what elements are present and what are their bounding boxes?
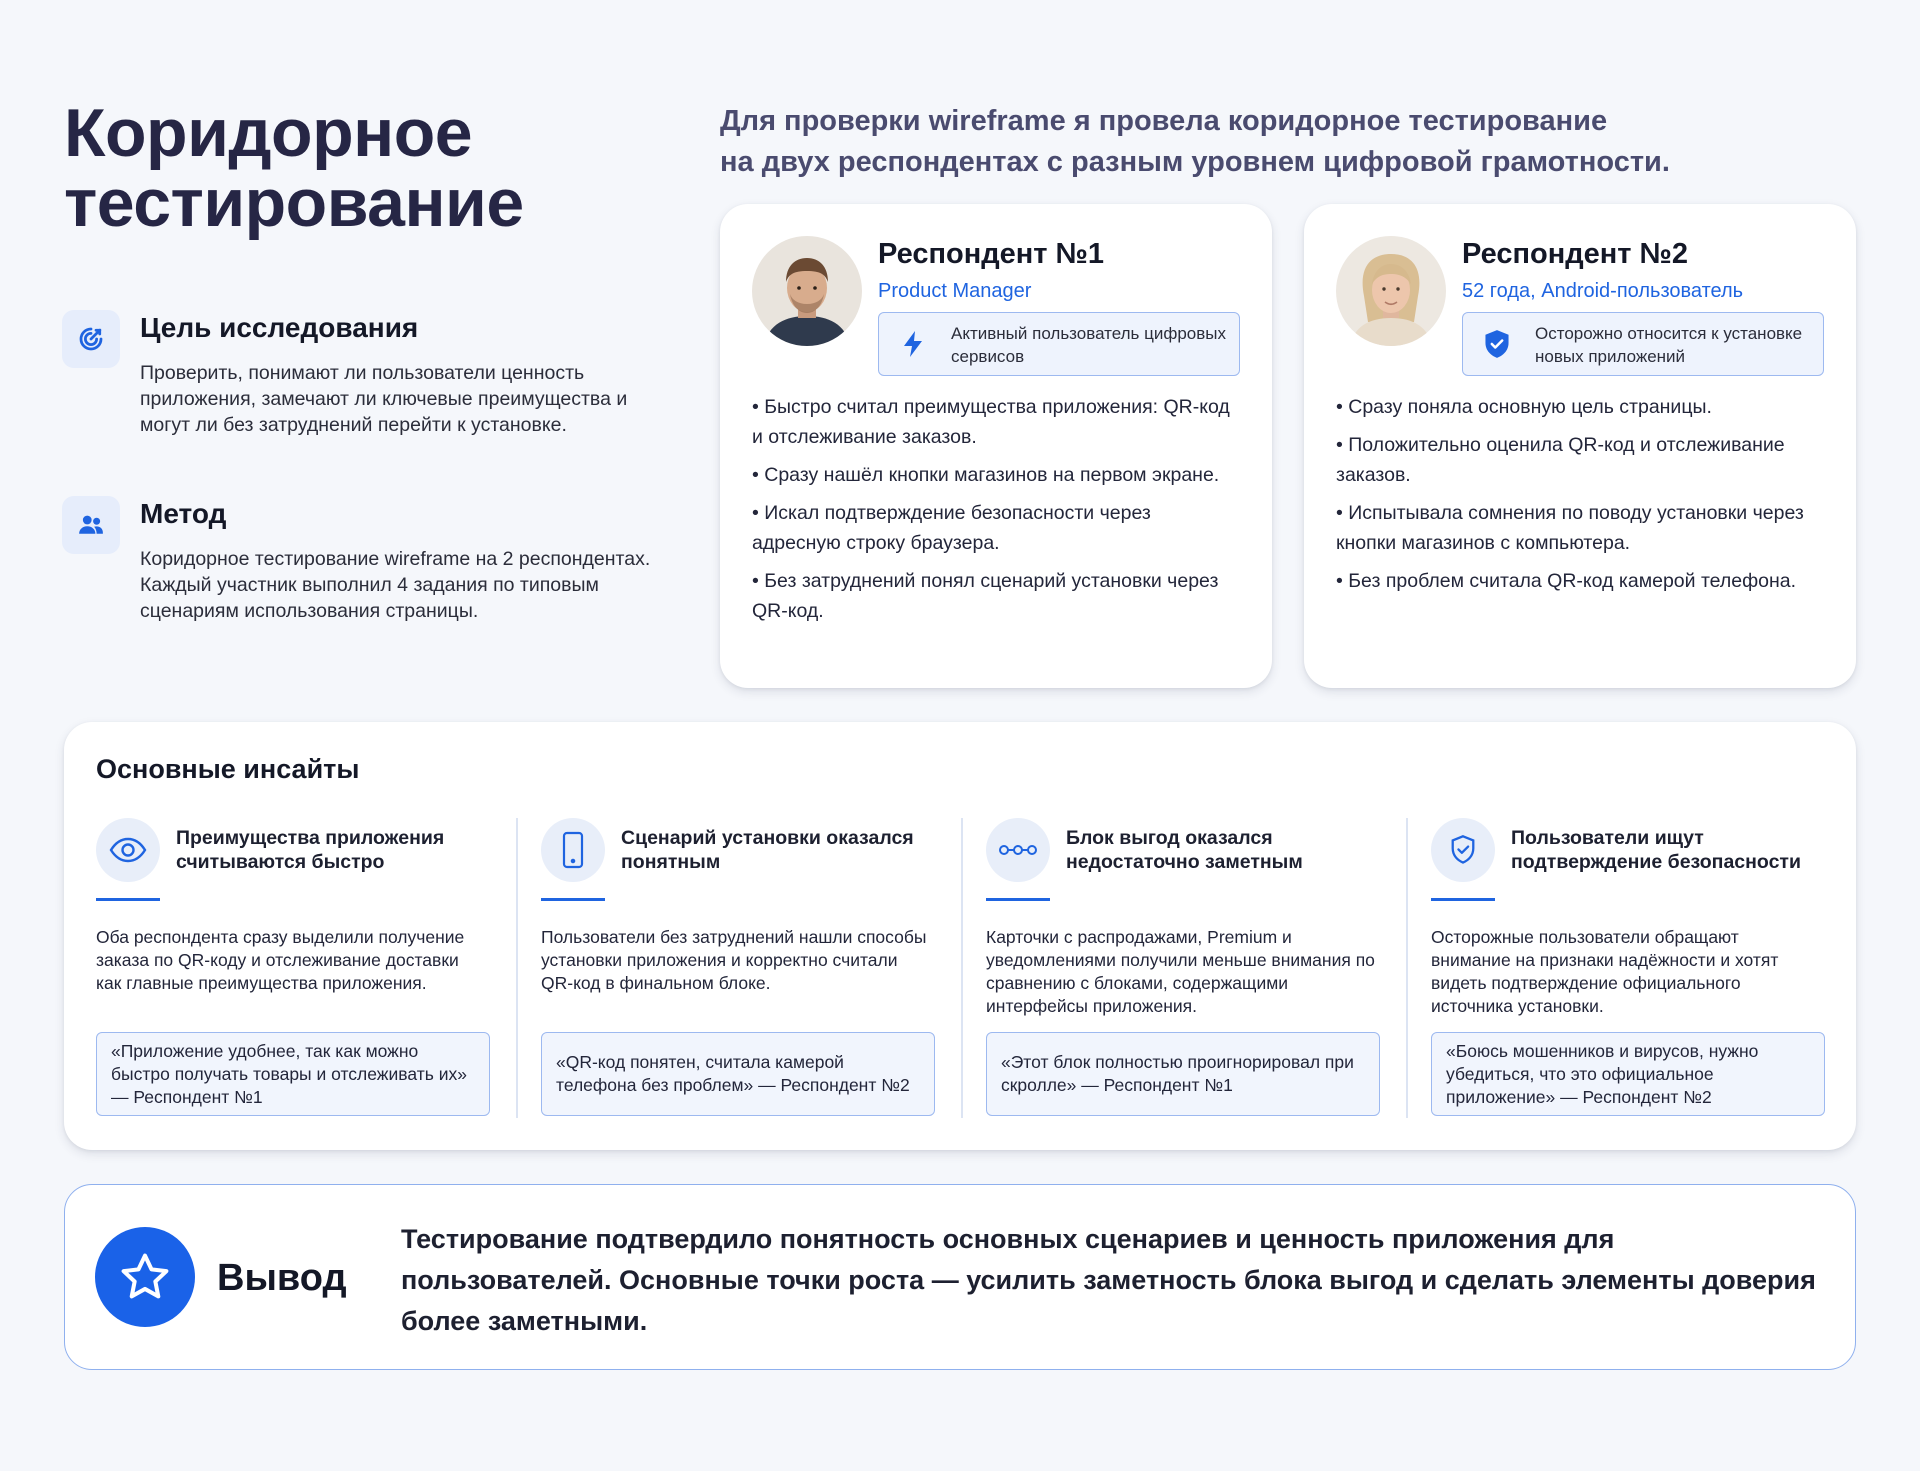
list-item: • Искал подтверждение безопасности через адресную строку браузера.	[752, 502, 1151, 554]
users-icon	[62, 496, 120, 554]
dots-icon	[986, 818, 1050, 882]
insight-underline	[986, 898, 1050, 901]
insight-card	[96, 818, 496, 1128]
respondent-card-2	[1304, 204, 1856, 688]
respondent-card-1	[720, 204, 1272, 688]
insight-quote-text: «Боюсь мошенников и вирусов, нужно убедиться, что это официальное приложение» — Респондент №2	[1446, 1040, 1759, 1107]
subtitle-line2: на двух респондентах с разным уровнем цифровой грамотности.	[720, 146, 1670, 178]
page-subtitle	[720, 101, 1820, 183]
respondent-tag-text: Осторожно относится к установке новых приложений	[1535, 324, 1803, 366]
page-title	[64, 95, 684, 241]
insight-quote	[1431, 1032, 1825, 1116]
eye-icon	[96, 818, 160, 882]
conclusion-panel	[64, 1184, 1856, 1370]
insight-card	[1431, 818, 1831, 1128]
research-goal-block	[62, 310, 662, 470]
list-item: • Положительно оценила QR-код и отслеживание заказов.	[1336, 434, 1785, 486]
respondent-observations	[1336, 392, 1826, 604]
insight-heading: Блок выгод оказался недостаточно заметным	[1066, 827, 1303, 873]
phone-icon	[541, 818, 605, 882]
insight-quote-text: «Этот блок полностью проигнорировал при скролле» — Респондент №1	[1001, 1052, 1354, 1095]
shield-check-icon	[1431, 818, 1495, 882]
insight-heading: Преимущества приложения считываются быстро	[176, 827, 445, 873]
column-divider	[961, 818, 963, 1118]
list-item: • Испытывала сомнения по поводу установки через кнопки магазинов с компьютера.	[1336, 502, 1804, 554]
list-item: • Сразу нашёл кнопки магазинов на первом экране.	[752, 464, 1220, 486]
insight-underline	[1431, 898, 1495, 901]
conclusion-text: Тестирование подтвердило понятность основных сценариев и ценность приложения для пользователей. Основные точки роста — усилить заметность блока выгод и сделать элементы доверия более заметными.	[401, 1224, 1816, 1336]
respondent-role: Product Manager	[878, 280, 1032, 302]
insight-text: Оба респондента сразу выделили получение заказа по QR-коду и отслеживание доставки как главные преимущества приложения.	[96, 927, 465, 993]
column-divider	[516, 818, 518, 1118]
insight-heading: Сценарий установки оказался понятным	[621, 827, 914, 873]
page-title-line2: тестирование	[64, 165, 524, 241]
insight-card	[541, 818, 941, 1128]
respondent-tag	[1462, 312, 1824, 376]
goal-title: Цель исследования	[140, 312, 419, 343]
insight-underline	[541, 898, 605, 901]
method-block	[62, 496, 662, 656]
insights-title: Основные инсайты	[96, 754, 360, 784]
respondent-name: Респондент №2	[1462, 238, 1689, 270]
list-item: • Быстро считал преимущества приложения: QR-код и отслеживание заказов.	[752, 396, 1230, 448]
method-text: Коридорное тестирование wireframe на 2 респондентах. Каждый участник выполнил 4 задания по типовым сценариям использования страницы.	[140, 548, 651, 622]
list-item: • Без затруднений понял сценарий установки через QR-код.	[752, 570, 1219, 622]
insight-heading: Пользователи ищут подтверждение безопасности	[1511, 827, 1801, 873]
respondent-observations	[752, 392, 1242, 634]
subtitle-line1: Для проверки wireframe я провела коридорное тестирование	[720, 105, 1608, 137]
goal-text: Проверить, понимают ли пользователи ценность приложения, замечают ли ключевые преимущества и могут ли без затруднений перейти к установке.	[140, 362, 628, 436]
insight-quote	[986, 1032, 1380, 1116]
shield-check-icon	[1481, 328, 1513, 360]
column-divider	[1406, 818, 1408, 1118]
avatar	[1336, 236, 1446, 346]
conclusion-title: Вывод	[217, 1257, 347, 1299]
insight-text: Пользователи без затруднений нашли способы установки приложения и корректно считали QR-код в финальном блоке.	[541, 927, 927, 993]
insights-panel	[64, 722, 1856, 1150]
insight-card	[986, 818, 1386, 1128]
respondent-tag-text: Активный пользователь цифровых сервисов	[951, 324, 1227, 366]
target-icon	[62, 310, 120, 368]
respondent-role: 52 года, Android-пользователь	[1462, 280, 1744, 302]
respondent-tag	[878, 312, 1240, 376]
insight-quote-text: «QR-код понятен, считала камерой телефона без проблем» — Респондент №2	[556, 1052, 910, 1095]
insight-quote	[541, 1032, 935, 1116]
insight-text: Осторожные пользователи обращают внимание на признаки надёжности и хотят видеть подтверждение официального источника установки.	[1431, 927, 1779, 1016]
method-title: Метод	[140, 498, 227, 529]
insight-text: Карточки с распродажами, Premium и уведомлениями получили меньше внимания по сравнению с блоками, содержащими интерфейсы приложения.	[986, 927, 1375, 1016]
list-item: • Сразу поняла основную цель страницы.	[1336, 396, 1712, 418]
lightning-icon	[897, 328, 929, 360]
insight-quote	[96, 1032, 490, 1116]
respondent-name: Респондент №1	[878, 238, 1105, 270]
insight-underline	[96, 898, 160, 901]
page-title-line1: Коридорное	[64, 95, 473, 171]
avatar	[752, 236, 862, 346]
insight-quote-text: «Приложение удобнее, так как можно быстро получать товары и отслеживать их» — Респондент №1	[111, 1040, 467, 1107]
star-icon	[95, 1227, 195, 1327]
list-item: • Без проблем считала QR-код камерой телефона.	[1336, 570, 1797, 592]
